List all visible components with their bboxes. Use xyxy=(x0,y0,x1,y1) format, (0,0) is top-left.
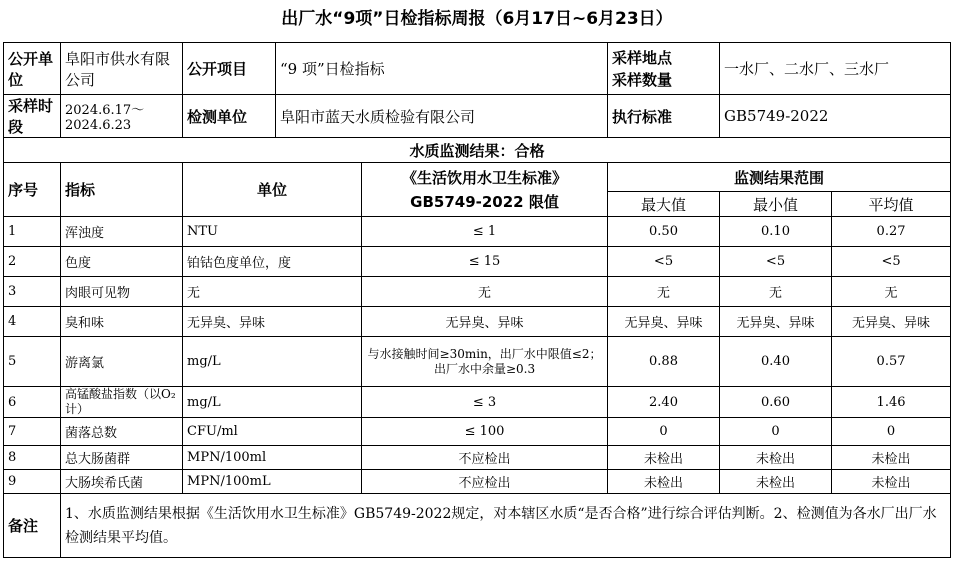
table-row xyxy=(4,387,951,418)
cell-no: 1 xyxy=(4,217,61,247)
remark-row xyxy=(4,494,951,558)
cell-min: 0.40 xyxy=(720,337,832,387)
cell-unit: 无异臭、异味 xyxy=(183,307,362,337)
cell-no: 6 xyxy=(4,387,61,418)
item-label: 公开项目 xyxy=(183,43,276,95)
cell-unit: NTU xyxy=(183,217,362,247)
cell-limit: 与水接触时间≥30min，出厂水中限值≤2；出厂水中余量≥0.3 xyxy=(362,337,608,387)
item-value: “9 项”日检指标 xyxy=(276,43,608,95)
cell-unit: 铂钴色度单位，度 xyxy=(183,247,362,277)
cell-indicator: 菌落总数 xyxy=(61,418,183,446)
cell-indicator: 总大肠菌群 xyxy=(61,446,183,470)
table-row xyxy=(4,337,951,387)
table-row xyxy=(4,247,951,277)
header-limit-line-2: GB5749-2022 限值 xyxy=(410,192,559,211)
cell-no: 9 xyxy=(4,470,61,494)
cell-max: 无 xyxy=(608,277,720,307)
result-row xyxy=(4,138,951,163)
remark-text: 1、水质监测结果根据《生活饮用水卫生标准》GB5749-2022规定，对本辖区水质“是否合格”进行综合评估判断。2、检测值为各水厂出厂水检测结果平均值。 xyxy=(61,494,951,558)
cell-indicator: 游离氯 xyxy=(61,337,183,387)
info-row-2 xyxy=(4,95,951,138)
cell-min: <5 xyxy=(720,247,832,277)
table-row xyxy=(4,277,951,307)
table-row xyxy=(4,418,951,446)
cell-max: 未检出 xyxy=(608,470,720,494)
cell-indicator: 肉眼可见物 xyxy=(61,277,183,307)
cell-limit: 不应检出 xyxy=(362,446,608,470)
cell-indicator: 臭和味 xyxy=(61,307,183,337)
cell-indicator: 浑浊度 xyxy=(61,217,183,247)
cell-avg: <5 xyxy=(832,247,951,277)
cell-max: 0 xyxy=(608,418,720,446)
cell-unit: CFU/ml xyxy=(183,418,362,446)
header-row-1 xyxy=(4,163,951,192)
table-row xyxy=(4,446,951,470)
header-max: 最大值 xyxy=(608,192,720,217)
cell-unit: mg/L xyxy=(183,387,362,418)
cell-unit: mg/L xyxy=(183,337,362,387)
location-label xyxy=(608,43,720,95)
cell-avg: 0.57 xyxy=(832,337,951,387)
publisher-value: 阜阳市供水有限公司 xyxy=(61,43,183,95)
cell-limit: 不应检出 xyxy=(362,470,608,494)
cell-limit: ≤ 3 xyxy=(362,387,608,418)
cell-indicator: 高锰酸盐指数（以O₂计） xyxy=(61,387,183,418)
cell-max: 无异臭、异味 xyxy=(608,307,720,337)
cell-avg: 0.27 xyxy=(832,217,951,247)
cell-unit: 无 xyxy=(183,277,362,307)
header-unit: 单位 xyxy=(183,163,362,217)
report-table xyxy=(3,42,951,558)
cell-limit: ≤ 15 xyxy=(362,247,608,277)
cell-max: 0.88 xyxy=(608,337,720,387)
cell-no: 8 xyxy=(4,446,61,470)
location-label-line-1: 采样地点 xyxy=(612,48,673,67)
time-value: 2024.6.17～2024.6.23 xyxy=(61,95,183,138)
cell-unit: MPN/100mL xyxy=(183,470,362,494)
cell-limit: 无异臭、异味 xyxy=(362,307,608,337)
cell-min: 无 xyxy=(720,277,832,307)
cell-max: 0.50 xyxy=(608,217,720,247)
cell-min: 0.60 xyxy=(720,387,832,418)
cell-indicator: 大肠埃希氏菌 xyxy=(61,470,183,494)
header-avg: 平均值 xyxy=(832,192,951,217)
cell-no: 3 xyxy=(4,277,61,307)
table-row xyxy=(4,307,951,337)
cell-limit: ≤ 100 xyxy=(362,418,608,446)
cell-no: 7 xyxy=(4,418,61,446)
cell-avg: 未检出 xyxy=(832,446,951,470)
header-min: 最小值 xyxy=(720,192,832,217)
header-limit-line-1: 《生活饮用水卫生标准》 xyxy=(402,168,568,187)
location-value: 一水厂、二水厂、三水厂 xyxy=(720,43,951,95)
cell-avg: 无异臭、异味 xyxy=(832,307,951,337)
publisher-label: 公开单位 xyxy=(4,43,61,95)
cell-limit: 无 xyxy=(362,277,608,307)
lab-value: 阜阳市蓝天水质检验有限公司 xyxy=(276,95,608,138)
time-label: 采样时段 xyxy=(4,95,61,138)
cell-max: <5 xyxy=(608,247,720,277)
cell-no: 5 xyxy=(4,337,61,387)
cell-avg: 未检出 xyxy=(832,470,951,494)
header-limit xyxy=(362,163,608,217)
result-line: 水质监测结果：合格 xyxy=(4,138,951,163)
cell-min: 未检出 xyxy=(720,470,832,494)
standard-label: 执行标准 xyxy=(608,95,720,138)
report-title: 出厂水“9项”日检指标周报（6月17日~6月23日） xyxy=(281,9,673,29)
header-range: 监测结果范围 xyxy=(608,163,951,192)
table-row xyxy=(4,217,951,247)
cell-avg: 1.46 xyxy=(832,387,951,418)
cell-min: 0.10 xyxy=(720,217,832,247)
table-row xyxy=(4,470,951,494)
standard-value: GB5749-2022 xyxy=(720,95,951,138)
info-row-1 xyxy=(4,43,951,95)
cell-no: 2 xyxy=(4,247,61,277)
cell-min: 无异臭、异味 xyxy=(720,307,832,337)
cell-min: 未检出 xyxy=(720,446,832,470)
header-no: 序号 xyxy=(4,163,61,217)
remark-label: 备注 xyxy=(4,494,61,558)
cell-no: 4 xyxy=(4,307,61,337)
cell-avg: 0 xyxy=(832,418,951,446)
cell-avg: 无 xyxy=(832,277,951,307)
cell-min: 0 xyxy=(720,418,832,446)
location-label-line-2: 采样数量 xyxy=(612,70,673,89)
cell-indicator: 色度 xyxy=(61,247,183,277)
lab-label: 检测单位 xyxy=(183,95,276,138)
cell-max: 未检出 xyxy=(608,446,720,470)
header-indicator: 指标 xyxy=(61,163,183,217)
cell-unit: MPN/100ml xyxy=(183,446,362,470)
cell-max: 2.40 xyxy=(608,387,720,418)
cell-limit: ≤ 1 xyxy=(362,217,608,247)
